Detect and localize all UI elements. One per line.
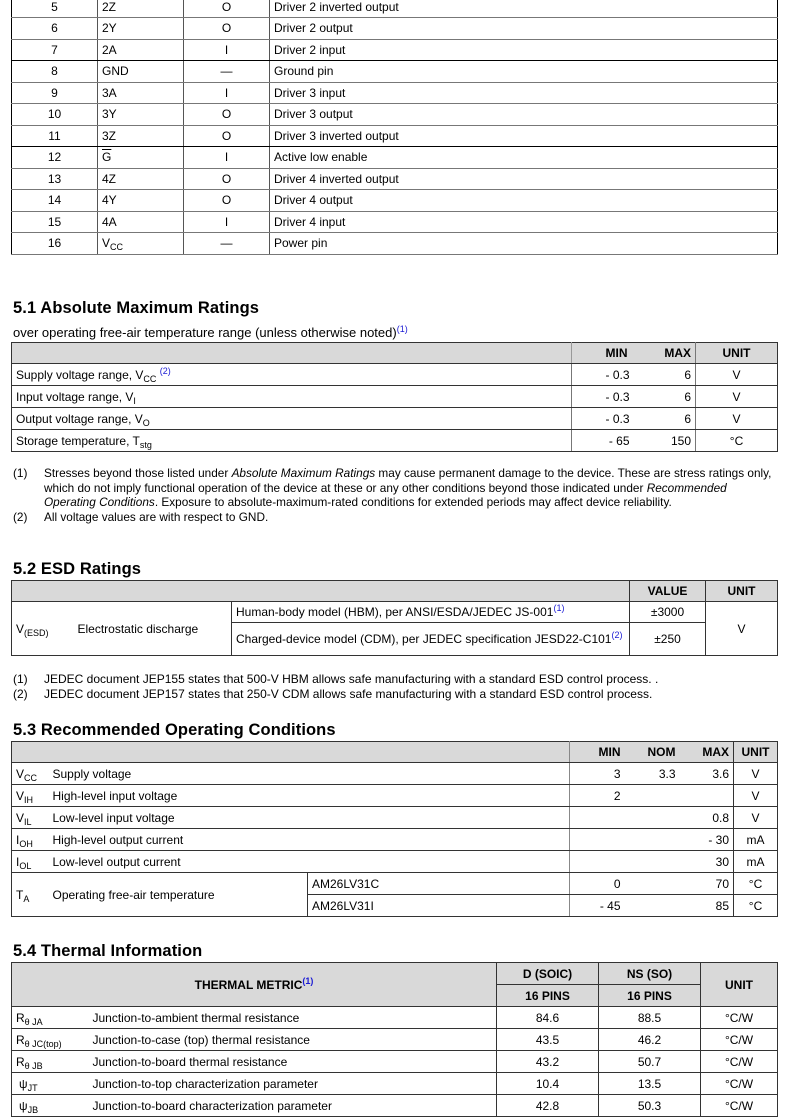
metric-name: Junction-to-ambient thermal resistance [89, 1007, 497, 1029]
rec-op-conditions-table [11, 741, 778, 917]
value-min [570, 829, 625, 851]
value-max: 70 [680, 873, 734, 895]
footnote-emphasis: Absolute Maximum Ratings [231, 466, 376, 480]
abs-max-subtitle [13, 325, 408, 340]
table-row [12, 18, 778, 40]
pin-number: 9 [12, 82, 98, 104]
value-unit: °C/W [701, 1051, 778, 1073]
value-unit: °C/W [701, 1073, 778, 1095]
pin-description: Driver 2 input [270, 39, 778, 61]
pin-number: 7 [12, 39, 98, 61]
table-row [12, 104, 778, 126]
footnote-number: (1) [13, 672, 28, 686]
table-row [12, 763, 778, 785]
table-row [12, 1029, 778, 1051]
pin-number: 12 [12, 147, 98, 169]
footnote-text: JEDEC document JEP157 states that 250-V CDM allows safe manufacturing with a standard ESD control process. [44, 686, 653, 701]
value-min: - 0.3 [572, 408, 634, 430]
value-unit: V [734, 785, 778, 807]
pin-io: O [184, 104, 270, 126]
value-d: 84.6 [497, 1007, 599, 1029]
footnote-text-part: may cause permanent damage to the device. These are stress ratings only, which do not imply functional operation of the device at these or any other conditions beyond those indicated under [44, 466, 772, 495]
header-blank [12, 343, 572, 364]
esd-model-desc [232, 602, 630, 623]
param-name: High-level input voltage [49, 785, 570, 807]
pin-io: I [184, 211, 270, 233]
symbol-sub: IH [24, 794, 34, 805]
label-sub: stg [139, 439, 152, 450]
value-unit: mA [734, 829, 778, 851]
esd-value: ±250 [630, 623, 706, 656]
param-name: Operating free-air temperature [49, 873, 308, 917]
param-label [12, 386, 572, 408]
symbol-base: I [16, 832, 20, 847]
table-row [12, 211, 778, 233]
table-header-row [12, 581, 778, 602]
value-max: 6 [634, 386, 696, 408]
param-label [12, 364, 572, 386]
pin-io: I [184, 39, 270, 61]
metric-symbol [12, 1095, 89, 1117]
metric-symbol [12, 1051, 89, 1073]
param-name: Low-level input voltage [49, 807, 570, 829]
table-header-row [12, 742, 778, 763]
header-nom: NOM [625, 742, 680, 763]
section-title-rec-op: 5.3 Recommended Operating Conditions [13, 721, 336, 739]
metric-symbol [12, 1007, 89, 1029]
value-d: 10.4 [497, 1073, 599, 1095]
symbol-sub: OL [19, 860, 32, 871]
metric-name: Junction-to-board thermal resistance [89, 1051, 497, 1073]
footnote-number: (2) [13, 686, 28, 701]
header-d-pins: 16 PINS [497, 985, 599, 1007]
footnote-text: JEDEC document JEP155 states that 500-V HBM allows safe manufacturing with a standard ESD control process. . [44, 672, 659, 686]
desc-text: Human-body model (HBM), per ANSI/ESDA/JEDEC JS-001 [236, 605, 554, 619]
table-row [12, 1095, 778, 1117]
param-symbol [12, 807, 49, 829]
value-nom: 3.3 [625, 763, 680, 785]
value-max: 3.6 [680, 763, 734, 785]
label-text: Output voltage range, V [16, 411, 143, 426]
table-row [12, 61, 778, 83]
pin-number: 8 [12, 61, 98, 83]
value-min: - 0.3 [572, 386, 634, 408]
value-nom [625, 785, 680, 807]
value-min: - 0.3 [572, 364, 634, 386]
header-max: MAX [680, 742, 734, 763]
table-row [12, 190, 778, 212]
value-unit: V [734, 807, 778, 829]
param-name: Supply voltage [49, 763, 570, 785]
pin-name: 4Y [98, 190, 184, 212]
header-text: THERMAL METRIC [194, 977, 303, 992]
label-text: Input voltage range, V [16, 389, 134, 404]
desc-text: Charged-device model (CDM), per JEDEC specification JESD22-C101 [236, 632, 612, 646]
symbol-base: T [16, 887, 24, 902]
footnote-text: All voltage values are with respect to GND. [44, 509, 269, 524]
table-header-row [12, 343, 778, 364]
device-name: AM26LV31I [308, 895, 570, 917]
param-label [12, 430, 572, 452]
footnote [13, 510, 778, 525]
header-unit: UNIT [696, 343, 778, 364]
value-min: 3 [570, 763, 625, 785]
esd-footnotes [13, 672, 778, 701]
value-min: 0 [570, 873, 625, 895]
label-text: Supply voltage range, V [16, 367, 144, 382]
value-unit: °C/W [701, 1007, 778, 1029]
value-nom [625, 807, 680, 829]
pin-description: Active low enable [270, 147, 778, 169]
table-row [12, 82, 778, 104]
pin-io: O [184, 168, 270, 190]
table-row [12, 785, 778, 807]
header-blank [12, 581, 630, 602]
metric-name: Junction-to-case (top) thermal resistance [89, 1029, 497, 1051]
symbol-base: V [16, 766, 25, 781]
value-max [680, 785, 734, 807]
footnote [13, 687, 778, 702]
footnote-link[interactable]: (1) [302, 975, 314, 986]
header-thermal-metric [12, 963, 497, 1007]
table-row [12, 408, 778, 430]
device-name: AM26LV31C [308, 873, 570, 895]
table-header-row [12, 963, 778, 985]
pin-description: Driver 3 input [270, 82, 778, 104]
table-row [12, 1073, 778, 1095]
value-unit: °C/W [701, 1095, 778, 1117]
table-row [12, 851, 778, 873]
pin-io: O [184, 18, 270, 40]
abs-max-table [11, 342, 778, 452]
pin-name-base: V [102, 236, 111, 251]
symbol-base: V [16, 788, 25, 803]
footnote-link[interactable]: (1) [396, 324, 408, 334]
value-unit: V [734, 763, 778, 785]
pin-number: 10 [12, 104, 98, 126]
footnote-link[interactable]: (2) [611, 630, 623, 640]
label-sub: CC [143, 373, 157, 384]
pin-name: 3Z [98, 125, 184, 147]
value-unit: V [696, 364, 778, 386]
value-max: 6 [634, 408, 696, 430]
pin-number: 5 [12, 0, 98, 18]
symbol-sub: A [23, 893, 30, 904]
label-sub: I [133, 395, 136, 406]
symbol-sub: θ JA [24, 1016, 43, 1027]
value-min [570, 807, 625, 829]
value-unit: V [696, 386, 778, 408]
table-row [12, 873, 778, 895]
symbol-base: R [16, 1054, 25, 1069]
pin-description: Driver 4 input [270, 211, 778, 233]
pin-name-sub: CC [110, 242, 124, 253]
symbol-sub: CC [24, 772, 38, 783]
value-max: 85 [680, 895, 734, 917]
table-row [12, 386, 778, 408]
metric-name: Junction-to-board characterization parameter [89, 1095, 497, 1117]
section-title-abs-max: 5.1 Absolute Maximum Ratings [13, 299, 260, 317]
table-row [12, 125, 778, 147]
esd-symbol [12, 602, 74, 656]
value-min: - 45 [570, 895, 625, 917]
symbol-sub: (ESD) [24, 627, 49, 638]
symbol-base: R [16, 1010, 25, 1025]
pin-io: I [184, 147, 270, 169]
section-title-esd: 5.2 ESD Ratings [13, 560, 142, 578]
pin-name: 2Y [98, 18, 184, 40]
param-symbol [12, 763, 49, 785]
pin-description: Driver 3 output [270, 104, 778, 126]
pin-description: Driver 4 inverted output [270, 168, 778, 190]
value-max: 6 [634, 364, 696, 386]
symbol-base: ψ [19, 1098, 28, 1113]
value-d: 43.5 [497, 1029, 599, 1051]
footnote [13, 672, 778, 687]
table-row [12, 1007, 778, 1029]
table-row [12, 0, 778, 18]
symbol-sub: OH [19, 838, 33, 849]
pin-description: Driver 4 output [270, 190, 778, 212]
value-nom [625, 851, 680, 873]
pin-description: Driver 2 inverted output [270, 0, 778, 18]
footnote-text-part: Stresses beyond those listed under [44, 466, 232, 480]
footnote-link[interactable]: (2) [159, 365, 171, 376]
metric-symbol [12, 1073, 89, 1095]
value-unit: mA [734, 851, 778, 873]
header-ns-pins: 16 PINS [599, 985, 701, 1007]
header-unit: UNIT [701, 963, 778, 1007]
pin-name [98, 147, 184, 169]
pin-description: Driver 2 output [270, 18, 778, 40]
table-row [12, 602, 778, 623]
value-ns: 13.5 [599, 1073, 701, 1095]
value-nom [625, 873, 680, 895]
esd-ratings-table [11, 580, 778, 656]
pin-name: 2A [98, 39, 184, 61]
symbol-sub: θ JC(top) [24, 1038, 62, 1049]
param-symbol [12, 873, 49, 917]
pin-description: Driver 3 inverted output [270, 125, 778, 147]
value-unit: °C [696, 430, 778, 452]
pin-description: Ground pin [270, 61, 778, 83]
footnote-number: (2) [13, 509, 28, 524]
table-row [12, 364, 778, 386]
table-row [12, 147, 778, 169]
pin-name: 3Y [98, 104, 184, 126]
esd-model-desc [232, 623, 630, 656]
pin-io: — [184, 61, 270, 83]
header-value: VALUE [630, 581, 706, 602]
symbol-sub: θ JB [24, 1060, 43, 1071]
param-label [12, 408, 572, 430]
footnote-emphasis: Recommended Operating Conditions [44, 480, 727, 509]
pin-name: 4Z [98, 168, 184, 190]
pin-io: — [184, 233, 270, 255]
value-ns: 46.2 [599, 1029, 701, 1051]
pin-description: Power pin [270, 233, 778, 255]
pin-number: 13 [12, 168, 98, 190]
pin-name: GND [98, 61, 184, 83]
table-row [12, 39, 778, 61]
header-min: MIN [572, 343, 634, 364]
value-max: - 30 [680, 829, 734, 851]
symbol-base: R [16, 1032, 25, 1047]
param-symbol [12, 851, 49, 873]
pin-name: 2Z [98, 0, 184, 18]
esd-value: ±3000 [630, 602, 706, 623]
pin-number: 14 [12, 190, 98, 212]
value-max: 0.8 [680, 807, 734, 829]
metric-symbol [12, 1029, 89, 1051]
pin-number: 15 [12, 211, 98, 233]
pin-number: 6 [12, 18, 98, 40]
value-ns: 50.3 [599, 1095, 701, 1117]
esd-parameter: Electrostatic discharge [74, 602, 232, 656]
pin-number: 16 [12, 233, 98, 255]
header-blank [12, 742, 570, 763]
symbol-sub: JB [27, 1104, 39, 1115]
symbol-base: V [16, 810, 25, 825]
label-text: Storage temperature, T [16, 433, 140, 448]
pin-number: 11 [12, 125, 98, 147]
pin-name: 3A [98, 82, 184, 104]
pin-name-overlined: $\overline{G}$ [102, 150, 112, 165]
thermal-info-table [11, 962, 778, 1117]
symbol-base: ψ [19, 1076, 28, 1091]
value-nom [625, 829, 680, 851]
value-unit: °C/W [701, 1029, 778, 1051]
metric-name: Junction-to-top characterization parameter [89, 1073, 497, 1095]
pin-name [98, 233, 184, 255]
symbol-base: V [16, 621, 25, 636]
label-sub: O [142, 417, 150, 428]
pin-io: I [184, 82, 270, 104]
footnote-link[interactable]: (1) [553, 603, 565, 613]
value-min: 2 [570, 785, 625, 807]
value-nom [625, 895, 680, 917]
footnote-text [44, 466, 778, 510]
pin-name: 4A [98, 211, 184, 233]
pin-io: O [184, 0, 270, 18]
value-ns: 50.7 [599, 1051, 701, 1073]
symbol-sub: IL [24, 816, 32, 827]
value-min [570, 851, 625, 873]
table-row [12, 233, 778, 255]
table-row [12, 168, 778, 190]
value-ns: 88.5 [599, 1007, 701, 1029]
pin-io: O [184, 125, 270, 147]
value-unit: °C [734, 895, 778, 917]
footnote [13, 466, 778, 510]
symbol-sub: JT [27, 1082, 38, 1093]
param-symbol [12, 785, 49, 807]
table-row [12, 829, 778, 851]
param-name: Low-level output current [49, 851, 570, 873]
footnote-number: (1) [13, 466, 28, 480]
abs-max-footnotes [13, 466, 778, 524]
header-unit: UNIT [706, 581, 778, 602]
value-d: 42.8 [497, 1095, 599, 1117]
header-unit: UNIT [734, 742, 778, 763]
esd-unit: V [706, 602, 778, 656]
abs-max-subtitle-text: over operating free-air temperature range (unless otherwise noted) [13, 325, 397, 340]
table-row [12, 1051, 778, 1073]
value-min: - 65 [572, 430, 634, 452]
header-max: MAX [634, 343, 696, 364]
header-d-soic: D (SOIC) [497, 963, 599, 985]
pin-io: O [184, 190, 270, 212]
table-row [12, 807, 778, 829]
table-row [12, 430, 778, 452]
param-name: High-level output current [49, 829, 570, 851]
value-unit: °C [734, 873, 778, 895]
footnote-text-part: . Exposure to absolute-maximum-rated conditions for extended periods may affect device reliability. [154, 495, 672, 509]
symbol-base: I [16, 854, 20, 869]
value-unit: V [696, 408, 778, 430]
header-min: MIN [570, 742, 625, 763]
value-max: 150 [634, 430, 696, 452]
pin-functions-table [11, 0, 778, 255]
section-title-thermal: 5.4 Thermal Information [13, 942, 203, 960]
value-d: 43.2 [497, 1051, 599, 1073]
value-max: 30 [680, 851, 734, 873]
header-ns-so: NS (SO) [599, 963, 701, 985]
param-symbol [12, 829, 49, 851]
